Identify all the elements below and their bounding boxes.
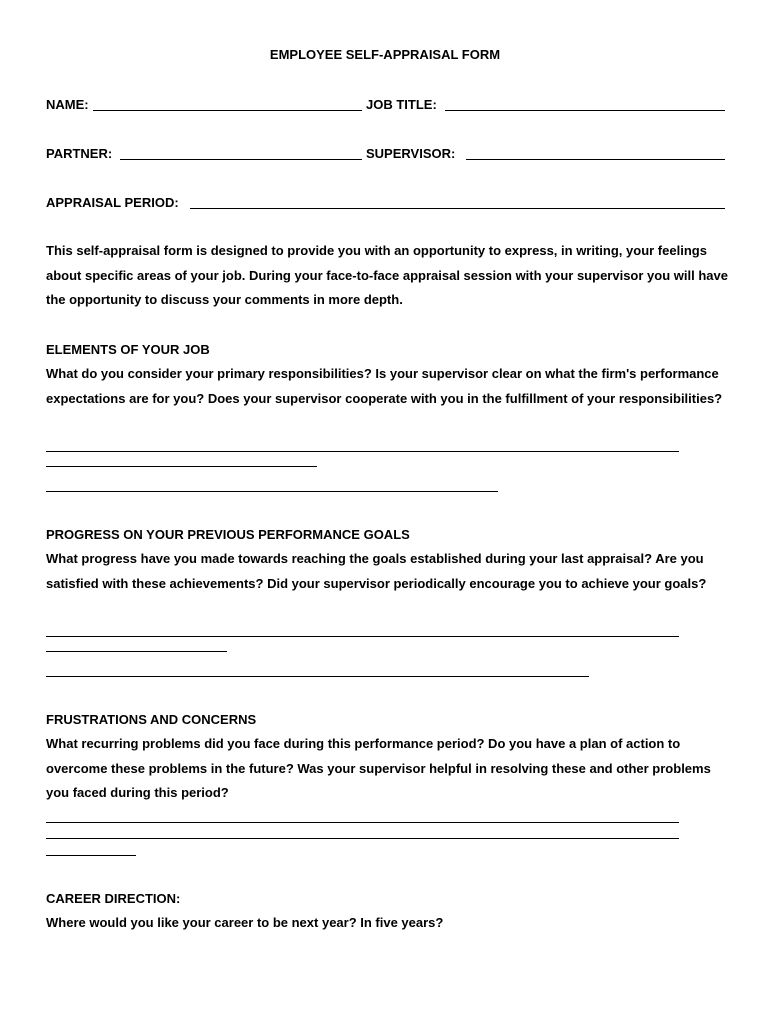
section-heading-career: CAREER DIRECTION: [46, 891, 181, 906]
answer-line[interactable] [46, 651, 227, 652]
job-title-label: JOB TITLE: [366, 97, 437, 112]
intro-paragraph: This self-appraisal form is designed to provide you with an opportunity to express, in writing, your feelings about specific areas of your job. During your face-to-face appraisal session with your supervisor you will have the opportunity to discuss your comments in more depth. [46, 243, 728, 307]
section-question-elements: What do you consider your primary responsibilities? Is your supervisor clear on what the firm's performance expectations are for you? Does your supervisor cooperate with you in the fulfillment of your responsibilities? [46, 366, 723, 406]
section-heading-progress: PROGRESS ON YOUR PREVIOUS PERFORMANCE GOALS [46, 527, 410, 542]
name-label: NAME: [46, 97, 89, 112]
appraisal-period-label: APPRAISAL PERIOD: [46, 195, 179, 210]
answer-line[interactable] [46, 636, 679, 637]
answer-line[interactable] [46, 822, 679, 823]
section-question-career: Where would you like your career to be next year? In five years? [46, 915, 444, 930]
answer-line[interactable] [46, 855, 136, 856]
section-heading-frustrations: FRUSTRATIONS AND CONCERNS [46, 712, 257, 727]
answer-line[interactable] [46, 838, 679, 839]
form-title: EMPLOYEE SELF-APPRAISAL FORM [269, 47, 501, 62]
partner-label: PARTNER: [46, 146, 113, 161]
section-heading-elements: ELEMENTS OF YOUR JOB [46, 342, 210, 357]
supervisor-field[interactable] [466, 159, 725, 160]
section-question-frustrations: What recurring problems did you face during this performance period? Do you have a plan of action to overcome these problems in the future? Was your supervisor helpful in resolving these and other problems you faced during this period? [46, 736, 711, 800]
answer-line[interactable] [46, 466, 317, 467]
answer-line[interactable] [46, 491, 498, 492]
section-question-progress: What progress have you made towards reaching the goals established during your last appraisal? Are you satisfied with these achievements? Did your supervisor periodically encourage you to achieve your goals? [46, 551, 707, 591]
supervisor-label: SUPERVISOR: [366, 146, 456, 161]
partner-field[interactable] [120, 159, 362, 160]
name-field[interactable] [93, 110, 362, 111]
appraisal-period-field[interactable] [190, 208, 725, 209]
answer-line[interactable] [46, 451, 679, 452]
answer-line[interactable] [46, 676, 589, 677]
job-title-field[interactable] [445, 110, 725, 111]
